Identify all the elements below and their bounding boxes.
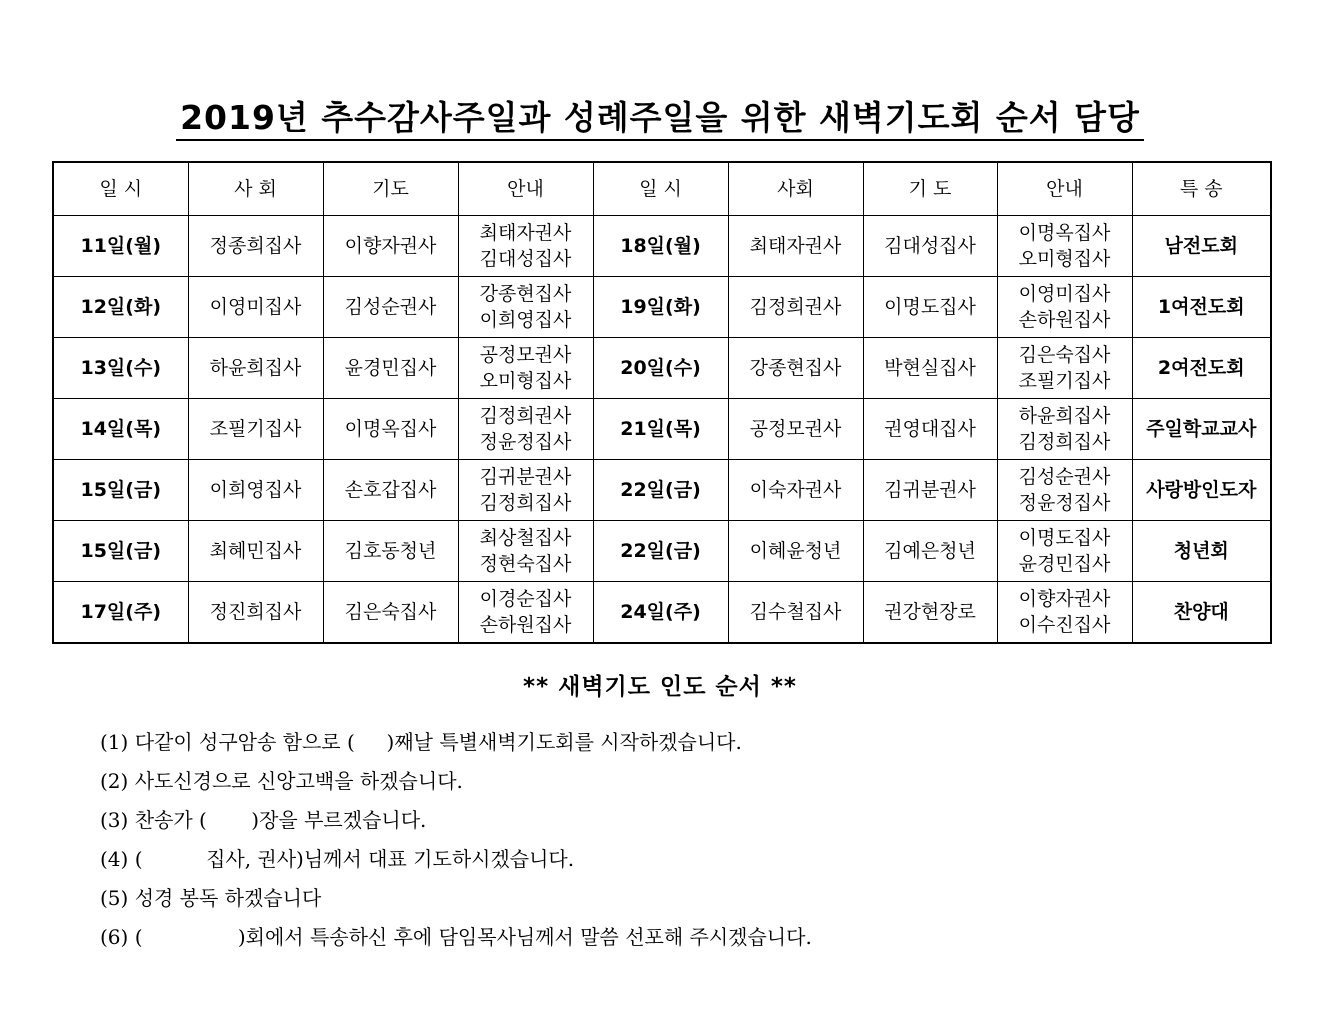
header-guide-1: 안내 [458,162,593,216]
guide-step-5: (5) 성경 봉독 하겠습니다 [100,886,322,910]
cell-special: 2여전도회 [1132,337,1271,398]
cell-special: 남전도회 [1132,216,1271,277]
cell-date-2: 20일(수) [593,337,728,398]
header-guide-2: 안내 [997,162,1132,216]
guide-name: 최상철집사 [479,526,572,549]
cell-guide-1 [458,337,593,398]
document-title [0,92,1320,139]
guide-step-2: (2) 사도신경으로 신앙고백을 하겠습니다. [100,769,463,793]
guide-step-4: (4) ( 집사, 권사)님께서 대표 기도하시겠습니다. [100,847,575,871]
guide-name: 조필기집사 [1018,369,1111,392]
table-row [53,520,1271,581]
guide-name: 김귀분권사 [479,465,572,488]
cell-prayer-1: 이명옥집사 [323,398,458,459]
cell-prayer-2: 권강현장로 [863,581,997,643]
header-prayer-1: 기도 [323,162,458,216]
cell-host-1: 최혜민집사 [188,520,323,581]
cell-prayer-1: 손호갑집사 [323,459,458,520]
guide-name: 최태자권사 [479,221,572,244]
cell-host-2: 이혜윤청년 [728,520,863,581]
guide-name: 김대성집사 [479,247,572,270]
cell-guide-1 [458,398,593,459]
cell-date-1: 12일(화) [53,276,188,337]
cell-guide-1 [458,520,593,581]
cell-prayer-2: 김귀분권사 [863,459,997,520]
table-row [53,581,1271,643]
guide-step-1: (1) 다같이 성구암송 함으로 ( )째날 특별새벽기도회를 시작하겠습니다. [100,730,742,754]
cell-special: 1여전도회 [1132,276,1271,337]
cell-prayer-2: 김대성집사 [863,216,997,277]
guide-name: 윤경민집사 [1018,552,1111,575]
cell-prayer-1: 이향자권사 [323,216,458,277]
guide-step-3: (3) 찬송가 ( )장을 부르겠습니다. [100,808,427,832]
header-host-2: 사회 [728,162,863,216]
cell-host-2: 공정모권사 [728,398,863,459]
cell-guide-1 [458,459,593,520]
guide-heading: ** 새벽기도 인도 순서 ** [523,674,797,700]
cell-host-2: 최태자권사 [728,216,863,277]
guide-step-6: (6) ( )회에서 특송하신 후에 담임목사님께서 말씀 선포해 주시겠습니다. [100,925,812,949]
cell-date-1: 15일(금) [53,520,188,581]
guide-name: 오미형집사 [1018,247,1111,270]
cell-date-1: 11일(월) [53,216,188,277]
guide-name: 이수진집사 [1018,613,1111,636]
cell-prayer-1: 김은숙집사 [323,581,458,643]
cell-host-1: 조필기집사 [188,398,323,459]
cell-date-2: 19일(화) [593,276,728,337]
cell-date-1: 15일(금) [53,459,188,520]
cell-host-1: 이희영집사 [188,459,323,520]
cell-guide-2 [997,398,1132,459]
table-header-row [53,162,1271,216]
cell-special: 사랑방인도자 [1132,459,1271,520]
guide-name: 정윤정집사 [1018,491,1111,514]
cell-guide-2 [997,459,1132,520]
cell-host-1: 이영미집사 [188,276,323,337]
header-host-1: 사 회 [188,162,323,216]
guide-name: 이명도집사 [1018,526,1111,549]
guide-name: 손하원집사 [1018,308,1111,331]
guide-name: 손하원집사 [479,613,572,636]
header-date-1: 일 시 [53,162,188,216]
cell-prayer-2: 이명도집사 [863,276,997,337]
cell-guide-1 [458,216,593,277]
cell-special: 찬양대 [1132,581,1271,643]
cell-host-2: 김수철집사 [728,581,863,643]
guide-name: 이희영집사 [479,308,572,331]
cell-host-1: 정종희집사 [188,216,323,277]
schedule-table [52,161,1272,644]
guide-name: 김정희권사 [479,404,572,427]
cell-host-1: 하윤희집사 [188,337,323,398]
cell-host-1: 정진희집사 [188,581,323,643]
guide-name: 오미형집사 [479,369,572,392]
cell-guide-2 [997,581,1132,643]
header-date-2: 일 시 [593,162,728,216]
cell-date-2: 18일(월) [593,216,728,277]
cell-host-2: 이숙자권사 [728,459,863,520]
guide-name: 김정희집사 [479,491,572,514]
cell-special: 주일학교교사 [1132,398,1271,459]
cell-date-2: 22일(금) [593,520,728,581]
document-title-text: 2019년 추수감사주일과 성례주일을 위한 새벽기도회 순서 담당 [176,98,1144,141]
guide-name: 이영미집사 [1018,282,1111,305]
cell-guide-2 [997,337,1132,398]
cell-host-2: 강종현집사 [728,337,863,398]
guide-name: 이경순집사 [479,587,572,610]
cell-special: 청년회 [1132,520,1271,581]
guide-name: 김성순권사 [1018,465,1111,488]
cell-prayer-1: 김호동청년 [323,520,458,581]
cell-prayer-1: 윤경민집사 [323,337,458,398]
cell-guide-2 [997,276,1132,337]
table-row [53,337,1271,398]
cell-prayer-1: 김성순권사 [323,276,458,337]
cell-guide-1 [458,581,593,643]
cell-prayer-2: 박현실집사 [863,337,997,398]
cell-date-1: 13일(수) [53,337,188,398]
guide-name: 정현숙집사 [479,552,572,575]
header-special: 특 송 [1132,162,1271,216]
cell-date-2: 22일(금) [593,459,728,520]
table-row [53,276,1271,337]
header-prayer-2: 기 도 [863,162,997,216]
guide-name: 정윤정집사 [479,430,572,453]
guide-name: 김정희집사 [1018,430,1111,453]
cell-prayer-2: 권영대집사 [863,398,997,459]
guide-steps-list [100,724,812,958]
cell-date-2: 24일(주) [593,581,728,643]
guide-name: 이명옥집사 [1018,221,1111,244]
cell-host-2: 김정희권사 [728,276,863,337]
cell-guide-2 [997,520,1132,581]
guide-name: 김은숙집사 [1018,343,1111,366]
table-row [53,216,1271,277]
cell-prayer-2: 김예은청년 [863,520,997,581]
guide-name: 이향자권사 [1018,587,1111,610]
table-row [53,459,1271,520]
cell-guide-2 [997,216,1132,277]
guide-name: 강종현집사 [479,282,572,305]
cell-guide-1 [458,276,593,337]
cell-date-1: 17일(주) [53,581,188,643]
cell-date-2: 21일(목) [593,398,728,459]
guide-name: 공정모권사 [479,343,572,366]
cell-date-1: 14일(목) [53,398,188,459]
table-row [53,398,1271,459]
guide-name: 하윤희집사 [1018,404,1111,427]
